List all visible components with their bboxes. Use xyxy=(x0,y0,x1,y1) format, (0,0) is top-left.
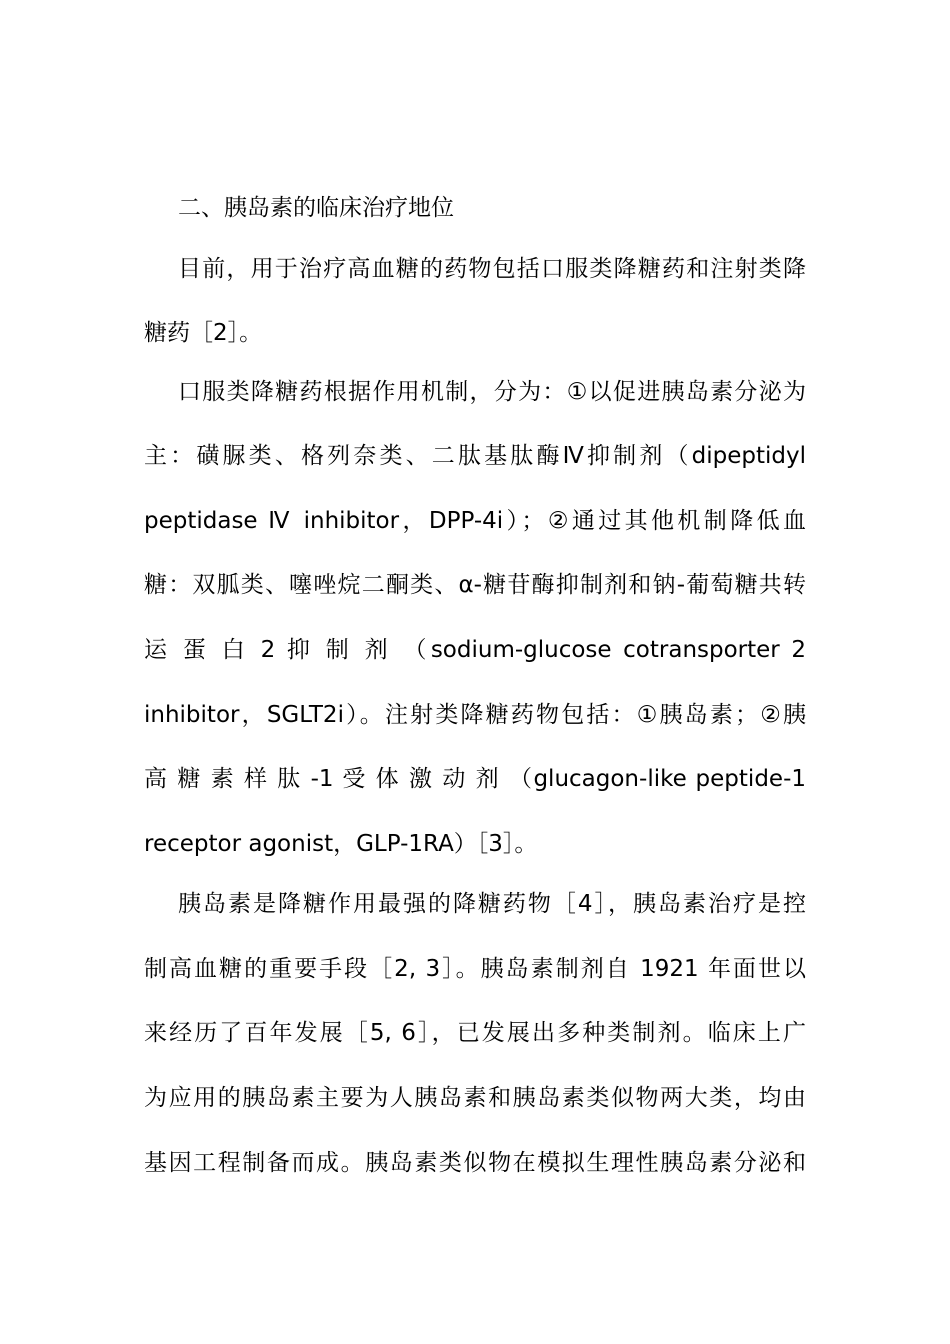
text-line: peptidase Ⅳ inhibitor，DPP-4i）；②通过其他机制降低血 xyxy=(144,508,806,534)
text-line: 制高血糖的重要手段［2, 3］。胰岛素制剂自 1921 年面世以 xyxy=(144,956,806,982)
text-line: 口服类降糖药根据作用机制，分为：①以促进胰岛素分泌为 xyxy=(178,379,806,405)
text-line: 目前，用于治疗高血糖的药物包括口服类降糖药和注射类降 xyxy=(178,256,806,282)
text-line: 高 糖 素 样 肽 -1 受 体 激 动 剂 （glucagon-like peptide-1 xyxy=(144,766,806,792)
text-line: 运 蛋 白 2 抑 制 剂 （sodium-glucose cotransporter 2 xyxy=(144,637,806,663)
text-line: inhibitor，SGLT2i）。注射类降糖药物包括：①胰岛素；②胰 xyxy=(144,702,806,728)
text-line: 基因工程制备而成。胰岛素类似物在模拟生理性胰岛素分泌和 xyxy=(144,1150,806,1176)
text-line: 糖药［2］。 xyxy=(144,320,263,346)
text-line: 糖：双胍类、噻唑烷二酮类、α-糖苷酶抑制剂和钠-葡萄糖共转 xyxy=(144,572,806,598)
section-heading: 二、胰岛素的临床治疗地位 xyxy=(178,195,454,221)
text-line: 为应用的胰岛素主要为人胰岛素和胰岛素类似物两大类，均由 xyxy=(144,1085,806,1111)
text-line: receptor agonist，GLP-1RA）［3］。 xyxy=(144,831,538,857)
text-line: 主：磺脲类、格列奈类、二肽基肽酶Ⅳ抑制剂（dipeptidyl xyxy=(144,443,806,469)
text-line: 来经历了百年发展［5, 6］，已发展出多种类制剂。临床上广 xyxy=(144,1020,806,1046)
text-line: 胰岛素是降糖作用最强的降糖药物［4］，胰岛素治疗是控 xyxy=(178,891,806,917)
